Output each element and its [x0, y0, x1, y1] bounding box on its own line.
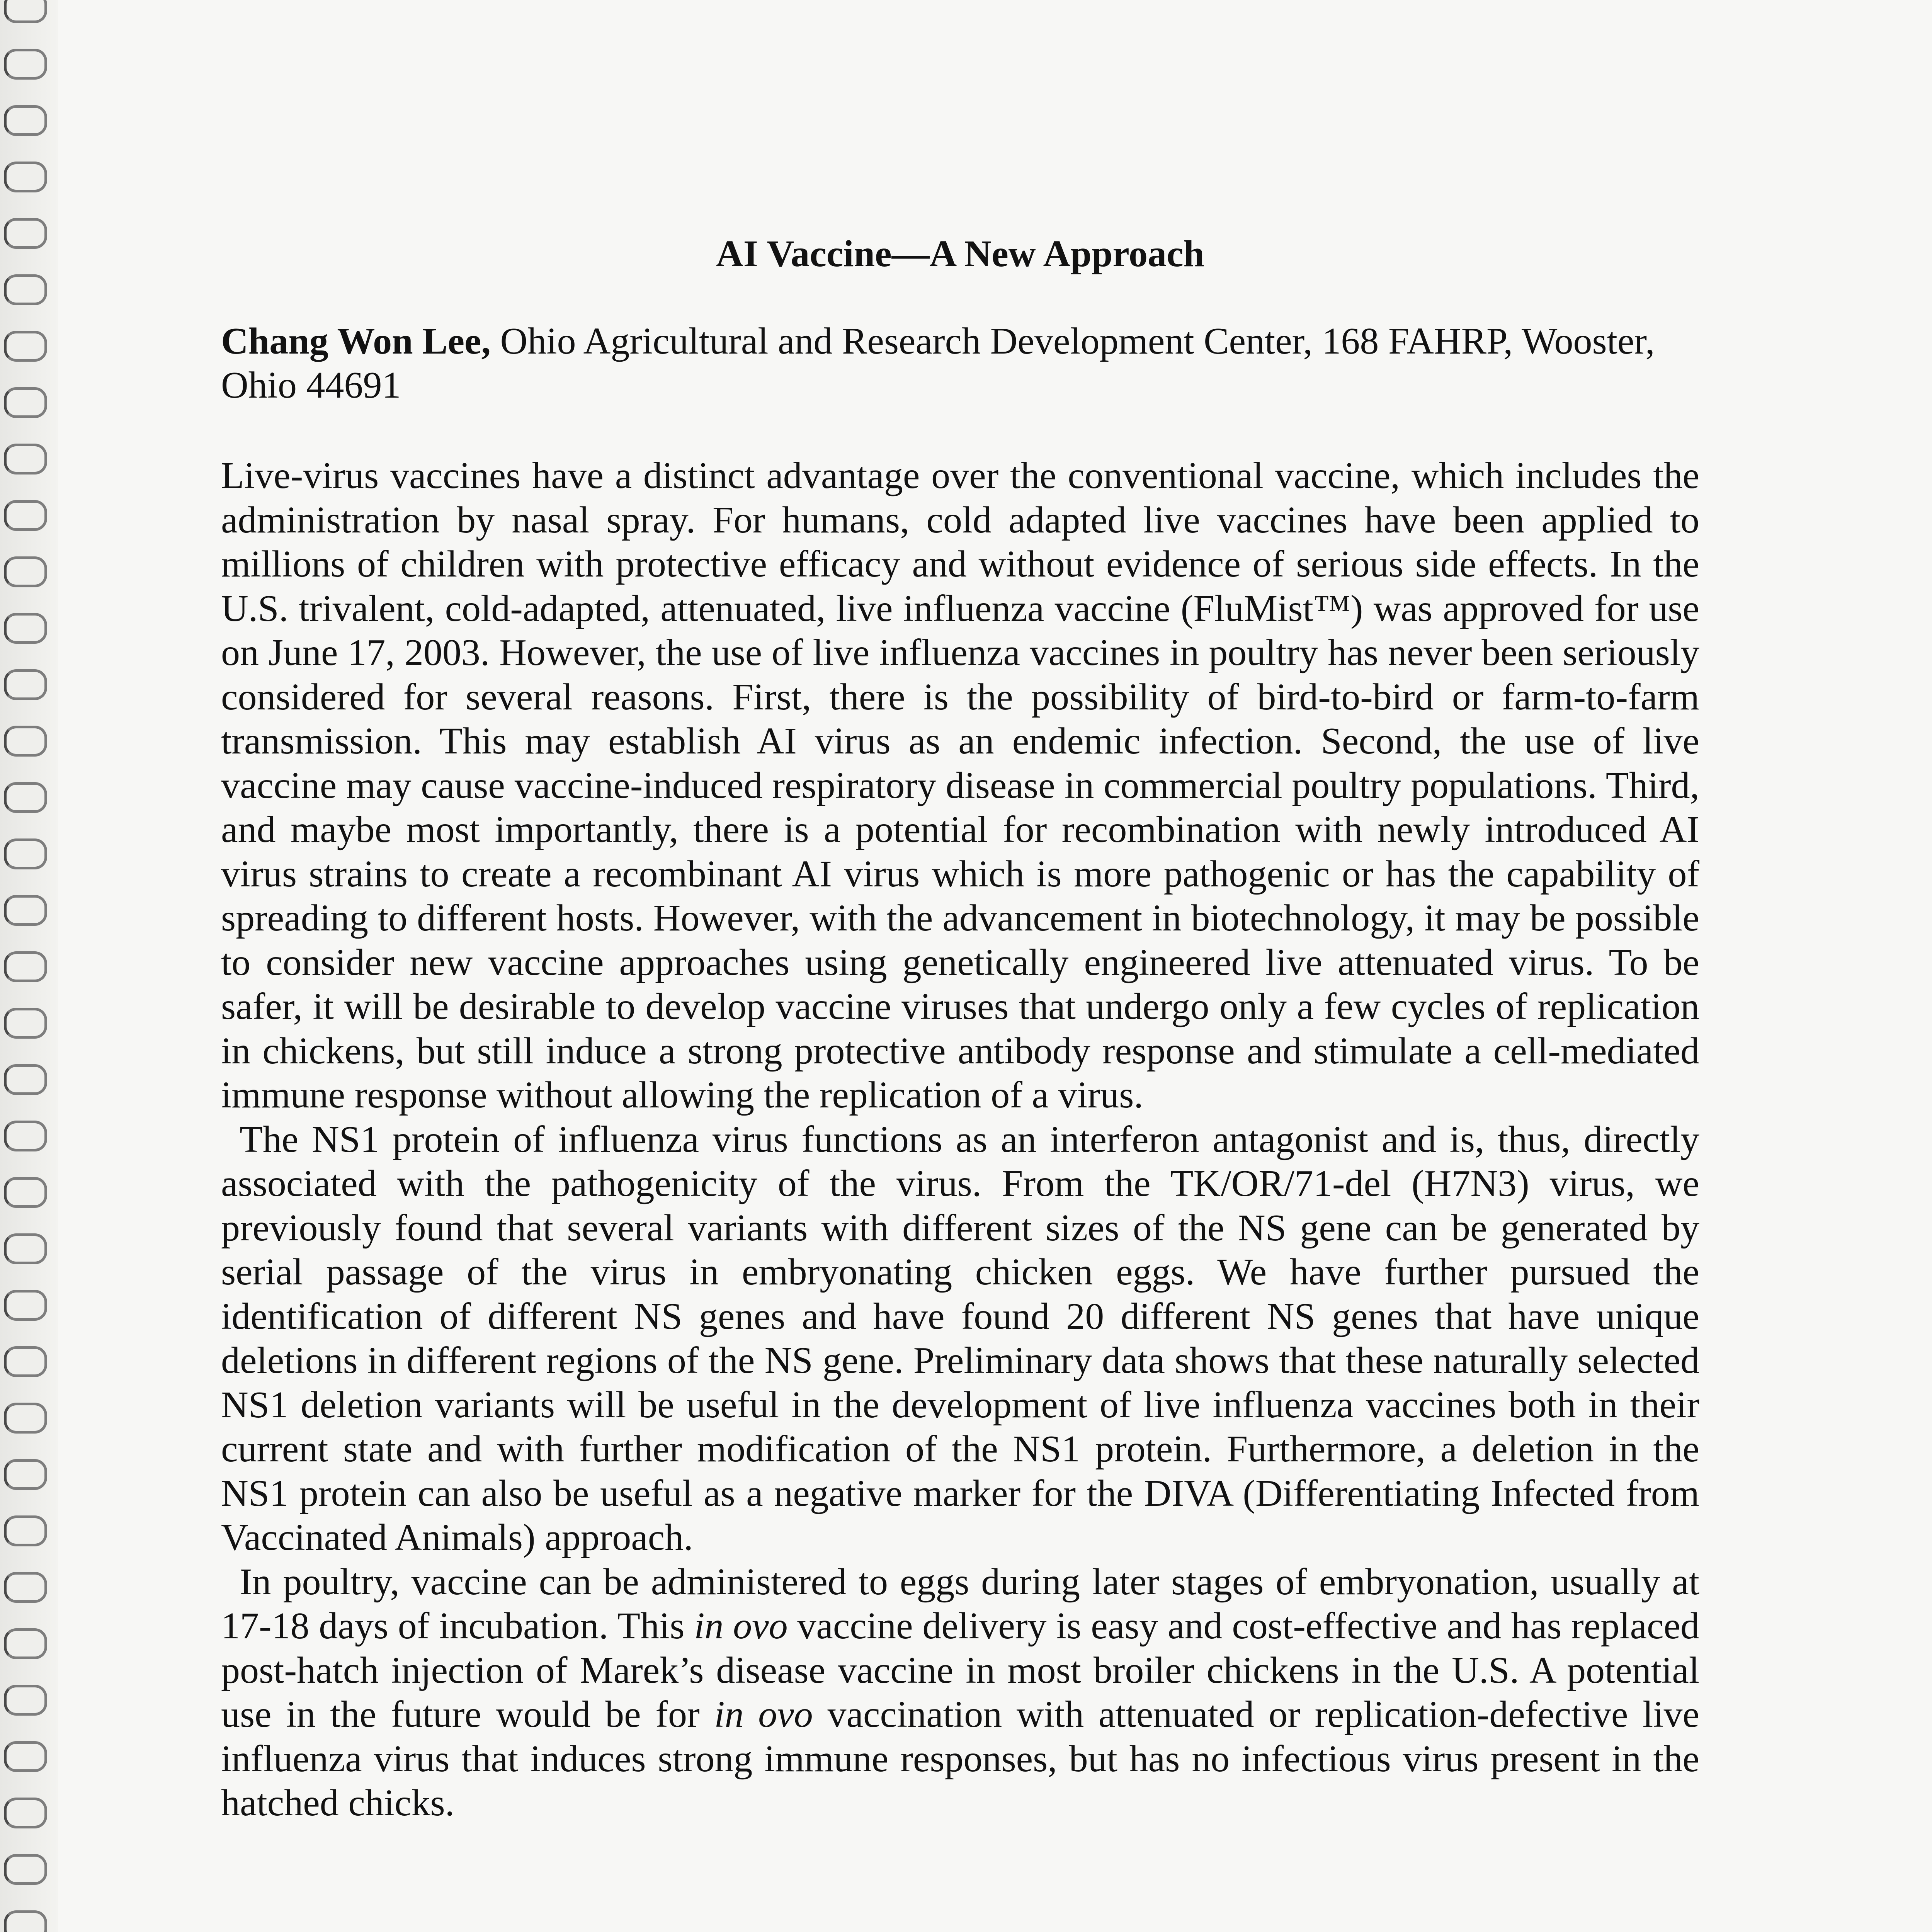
binding-ring-icon: [4, 444, 47, 474]
binding-ring-icon: [4, 1741, 47, 1772]
binding-ring-icon: [4, 1233, 47, 1264]
paragraph-3-italic-2: in ovo: [714, 1694, 813, 1735]
binding-ring-icon: [4, 331, 47, 362]
author-name: Chang Won Lee,: [221, 320, 491, 362]
author-affiliation: Ohio Agricultural and Research Development Center, 168 FAHRP, Wooster, Ohio 44691: [221, 320, 1655, 406]
spiral-binding: [0, 0, 58, 1932]
binding-ring-icon: [4, 613, 47, 644]
binding-ring-icon: [4, 1008, 47, 1039]
binding-ring-icon: [4, 1177, 47, 1208]
binding-ring-icon: [4, 218, 47, 249]
page-title: AI Vaccine—A New Approach: [716, 233, 1205, 275]
binding-ring-icon: [4, 782, 47, 813]
binding-ring-icon: [4, 49, 47, 80]
body-paragraph-3: [221, 1560, 1699, 1825]
binding-ring-icon: [4, 556, 47, 587]
binding-ring-icon: [4, 1459, 47, 1490]
paragraph-3-italic-1: in ovo: [694, 1605, 788, 1647]
author-block: [221, 319, 1699, 407]
binding-ring-icon: [4, 895, 47, 926]
binding-ring-icon: [4, 1685, 47, 1716]
binding-ring-icon: [4, 1121, 47, 1151]
binding-ring-icon: [4, 1854, 47, 1885]
binding-ring-icon: [4, 951, 47, 982]
binding-ring-icon: [4, 1064, 47, 1095]
binding-ring-icon: [4, 387, 47, 418]
binding-ring-icon: [4, 274, 47, 305]
binding-ring-icon: [4, 1403, 47, 1434]
binding-ring-icon: [4, 500, 47, 531]
binding-ring-icon: [4, 0, 47, 23]
body-paragraph-2: The NS1 protein of influenza virus functions as an interferon antagonist and is, thus, directly associated with the pathogenicity of the virus. From the TK/OR/71-del (H7N3) virus, we previously found that several variants with different sizes of the NS gene can be generated by serial passage of the virus in embryonating chicken eggs. We have further pursued the identification of different NS genes and have found 20 different NS genes that have unique deletions in different regions of the NS gene. Preliminary data shows that these naturally selected NS1 deletion variants will be useful in the development of live influenza vaccines both in their current state and with further modification of the NS1 protein. Furthermore, a deletion in the NS1 protein can also be useful as a negative marker for the DIVA (Differentiating Infected from Vaccinated Animals) approach.: [221, 1118, 1699, 1558]
binding-ring-icon: [4, 1346, 47, 1377]
body-paragraph-1: Live-virus vaccines have a distinct advantage over the conventional vaccine, which includes the administration by nasal spray. For humans, cold adapted live vaccines have been applied to millions of children with protective efficacy and without evidence of serious side effects. In the U.S. trivalent, cold-adapted, attenuated, live influenza vaccine (FluMist™) was approved for use on June 17, 2003. However, the use of live influenza vaccines in poultry has never been seriously considered for several reasons. First, there is the possibility of bird-to-bird or farm-to-farm transmission. This may establish AI virus as an endemic infection. Second, the use of live vaccine may cause vaccine-induced respiratory disease in commercial poultry populations. Third, and maybe most importantly, there is a potential for recombination with newly introduced AI virus strains to create a recombinant AI virus which is more pathogenic or has the capability of spreading to different hosts. However, with the advancement in biotechnology, it may be possible to consider new vaccine approaches using genetically engineered live attenuated virus. To be safer, it will be desirable to develop vaccine viruses that undergo only a few cycles of replication in chickens, but still induce a strong protective antibody response and stimulate a cell-mediated immune response without allowing the replication of a virus.: [221, 455, 1699, 1116]
binding-ring-icon: [4, 726, 47, 757]
paragraph-3-text-2: vaccine delivery is easy and cost-effective and has replaced post-hatch injection of Marek’s disease vaccine in most broiler chickens in the U.S. A potential use in the future would be for: [221, 1605, 1700, 1735]
binding-ring-icon: [4, 1798, 47, 1828]
binding-ring-icon: [4, 1515, 47, 1546]
binding-ring-icon: [4, 669, 47, 700]
binding-ring-icon: [4, 1628, 47, 1659]
binding-ring-icon: [4, 105, 47, 136]
document-page: [221, 232, 1699, 1825]
paragraph-3-text-1: In poultry, vaccine can be administered to eggs during later stages of embryonation, usually at 17-18 days of incubation. This: [221, 1561, 1699, 1647]
paragraph-3-text-3: vaccination with attenuated or replication-defective live influenza virus that induces strong immune responses, but has no infectious virus present in the hatched chicks.: [221, 1694, 1700, 1824]
binding-ring-icon: [4, 1910, 47, 1932]
binding-ring-icon: [4, 162, 47, 192]
binding-ring-icon: [4, 1572, 47, 1603]
binding-ring-icon: [4, 1290, 47, 1321]
binding-ring-icon: [4, 838, 47, 869]
